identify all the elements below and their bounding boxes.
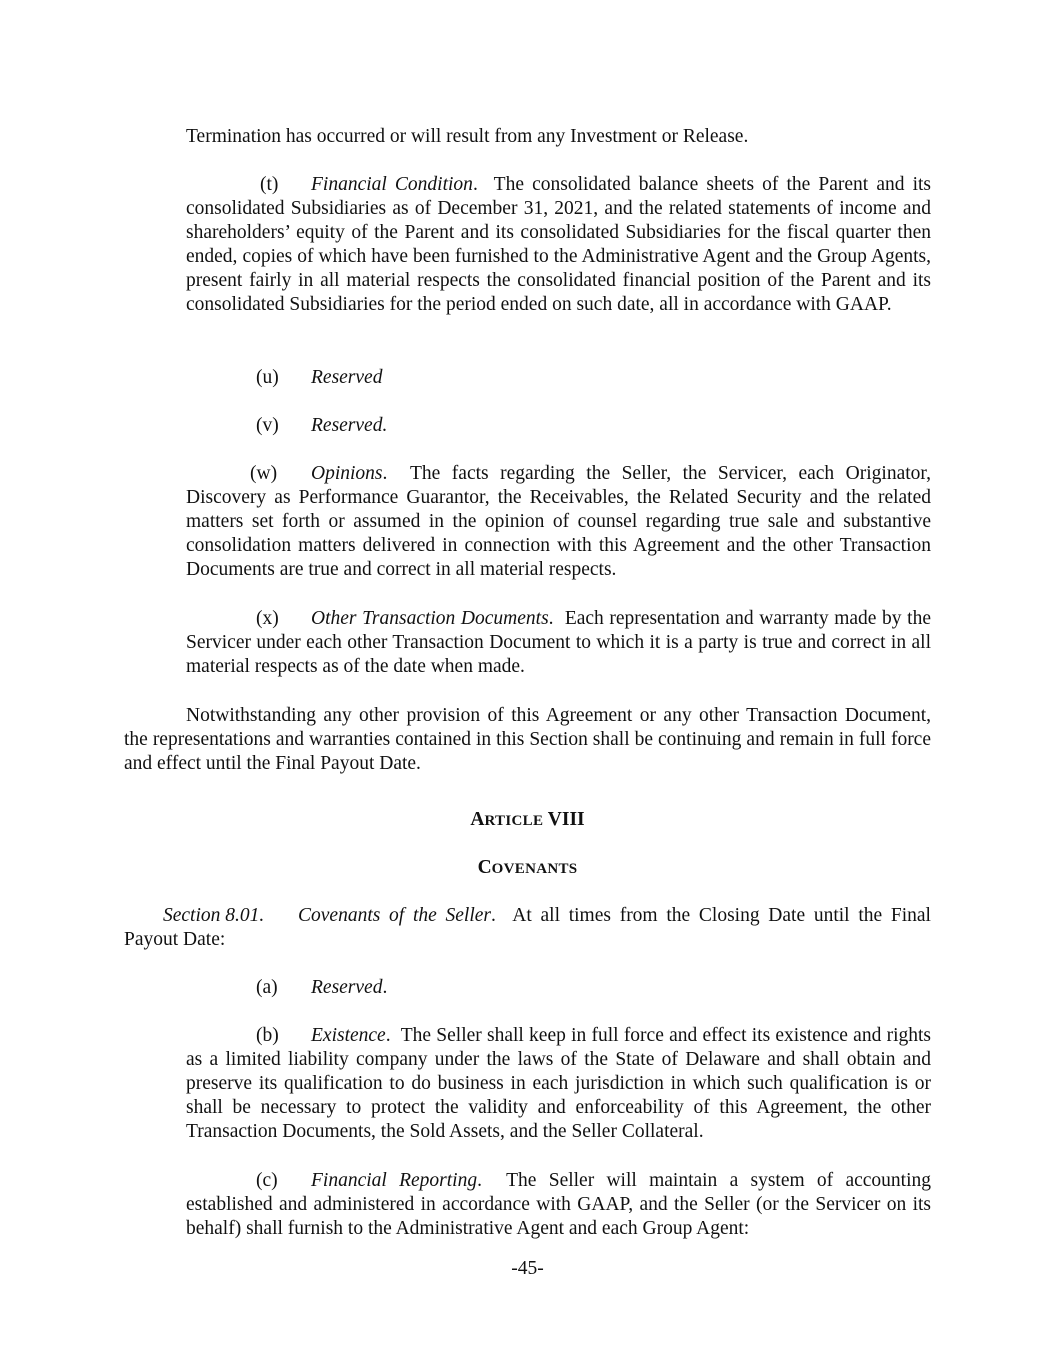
clause-label: (c) — [256, 1170, 278, 1191]
clause-label: (a) — [256, 977, 278, 998]
covenants-heading: COVENANTS — [477, 857, 578, 878]
clause-text: Each representation and warranty made by the Servicer under each other Transaction Document to which it is a party is true and correct in all material respects as of the date when made. — [186, 608, 931, 677]
clause-text: The facts regarding the Seller, the Servicer, each Originator, Discovery as Performance Guarantor, the Receivables, the Related Security and the related matters set forth or assumed in the opinion of counsel regarding true sale and substantive consolidation matters delivered in connection with this Agreement and the other Transaction Documents are true and correct in all material respects. — [186, 463, 931, 580]
clause-title: Financial Condition — [311, 174, 473, 195]
clause-title: Existence — [311, 1025, 386, 1046]
section-title: Covenants of the Seller — [298, 905, 491, 926]
clause-title: Opinions — [311, 463, 383, 484]
clause-b: (b) Existence. The Seller shall keep in full force and effect its existence and rights as a limited liability company under the laws of the State of Delaware and shall obtain and preserve its qualification to do business in each jurisdiction in which such qualification is or shall be necessary to protect the validity and enforceability of this Agreement, the other Transaction Documents, the Sold Assets, and the Seller Collateral. — [186, 1025, 931, 1142]
section-number: Section 8.01. — [163, 905, 265, 926]
clause-u — [186, 366, 931, 390]
section-8-01: Section 8.01. Covenants of the Seller. At all times from the Closing Date until the Final Payout Date: — [124, 905, 931, 950]
clause-c: (c) Financial Reporting. The Seller will maintain a system of accounting established and administered in accordance with GAAP, and the Seller (or the Servicer on its behalf) shall furnish to the Administrative Agent and each Group Agent: — [186, 1170, 931, 1239]
notwithstanding-paragraph: Notwithstanding any other provision of this Agreement or any other Transaction Document, the representations and warranties contained in this Section shall be continuing and remain in full force and effect until the Final Payout Date. — [124, 705, 931, 774]
clause-text: The consolidated balance sheets of the Parent and its consolidated Subsidiaries as of December 31, 2021, and the related statements of income and shareholders’ equity of the Parent and its consolidated Subsidiaries for the fiscal quarter then ended, copies of which have been furnished to the Administrative Agent and the Group Agents, present fairly in all material respects the consolidated financial position of the Parent and its consolidated Subsidiaries for the period ended on such date, all in accordance with GAAP. — [186, 174, 931, 315]
clause-label: (x) — [256, 608, 279, 629]
clause-label: (v) — [256, 415, 279, 436]
article-heading: ARTICLE VIII — [470, 809, 585, 830]
clause-title: Reserved — [311, 367, 383, 388]
clause-label: (b) — [256, 1025, 279, 1046]
clause-x: (x) Other Transaction Documents. Each representation and warranty made by the Servicer under each other Transaction Document to which it is a party is true and correct in all material respects as of the date when made. — [186, 608, 931, 677]
clause-text: The Seller shall keep in full force and effect its existence and rights as a limited liability company under the laws of the State of Delaware and shall obtain and preserve its qualification to do business in each jurisdiction in which such qualification is or shall be necessary to protect the validity and enforceability of this Agreement, the other Transaction Documents, the Sold Assets, and the Seller Collateral. — [186, 1025, 931, 1142]
clause-t: (t) Financial Condition. The consolidated balance sheets of the Parent and its consolidated Subsidiaries as of December 31, 2021, and the related statements of income and shareholders’ equity of the Parent and its consolidated Subsidiaries for the fiscal quarter then ended, copies of which have been furnished to the Administrative Agent and the Group Agents, present fairly in all material respects the consolidated financial position of the Parent and its consolidated Subsidiaries for the period ended on such date, all in accordance with GAAP. — [186, 174, 931, 315]
clause-label: (w) — [250, 463, 278, 484]
clause-v — [186, 414, 931, 438]
clause-w: (w) Opinions. The facts regarding the Seller, the Servicer, each Originator, Discovery as Performance Guarantor, the Receivables, the Related Security and the related matters set forth or assumed in the opinion of counsel regarding true sale and substantive consolidation matters delivered in connection with this Agreement and the other Transaction Documents are true and correct in all material respects. — [186, 463, 931, 580]
clause-a: (a) Reserved. — [256, 977, 388, 998]
section-text: At all times from the Closing Date until the Final Payout Date: — [124, 905, 931, 950]
clause-label: (t) — [260, 174, 279, 195]
clause-label: (u) — [256, 367, 279, 388]
clause-title: Financial Reporting — [311, 1170, 478, 1191]
clause-title: Other Transaction Documents — [311, 608, 549, 629]
clause-title: Reserved — [311, 977, 383, 998]
page-number: -45- — [511, 1258, 544, 1279]
clause-text: The Seller will maintain a system of accounting established and administered in accordance with GAAP, and the Seller (or the Servicer on its behalf) shall furnish to the Administrative Agent and each Group Agent: — [186, 1170, 931, 1239]
clause-title: Reserved. — [311, 415, 388, 436]
continuation-paragraph: Termination has occurred or will result from any Investment or Release. — [186, 126, 749, 147]
